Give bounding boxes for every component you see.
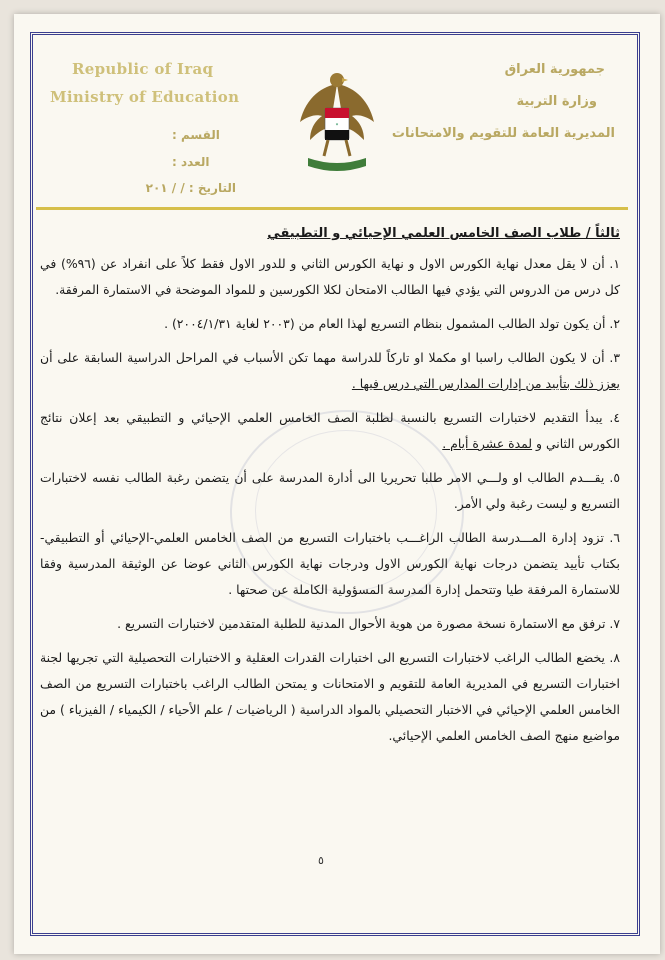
item-text: ٥. يقـــدم الطالب او ولـــي الامر طلبا تحريريا الى أدارة المدرسة على أن يتضمن رغبة الطالب نفسه لاختبارات التسريع و ليست رغبة ولي الأمر. xyxy=(40,470,620,511)
list-item xyxy=(40,525,620,603)
item-text: ٤. يبدأ التقديم لاختبارات التسريع بالنسبة لطلبة الصف الخامس العلمي الإحيائي و التطبيقي بعد إعلان نتائج الكورس الثاني و xyxy=(40,410,620,451)
item-text: ٣. أن لا يكون الطالب راسبا او مكملا او تاركاً للدراسة مهما تكن الأسباب في المراحل الدراسية السابقة على أن xyxy=(40,350,620,365)
item-underlined-text: لمدة عشرة أيام . xyxy=(442,436,533,451)
date-label: التاريخ : / / ٢٠١ xyxy=(145,181,236,195)
header-en-republic: Republic of Iraq xyxy=(72,60,214,78)
list-item xyxy=(40,405,620,457)
list-item xyxy=(40,345,620,397)
section-label: القسم : xyxy=(172,128,220,142)
list-item xyxy=(40,311,620,337)
iraq-eagle-emblem-icon xyxy=(294,66,380,178)
page-number: ٥ xyxy=(318,854,324,867)
item-underlined-text: يعزز ذلك بتأييد من إدارات المدارس التي درس فيها . xyxy=(351,376,620,391)
header-ar-ministry: وزارة التربية xyxy=(516,94,597,109)
list-item xyxy=(40,251,620,303)
item-text: ١. أن لا يقل معدل نهاية الكورس الاول و نهاية الكورس الثاني و للدور الاول فقط كلاً على انفراد عن (٩٦%) في كل درس من الدروس التي يؤدي فيها الطالب الامتحان لكلا الكورسين و للمواد الموضحة في الاستمارة المرفقة. xyxy=(40,256,620,297)
section-title: ثالثاً / طلاب الصف الخامس العلمي الإحيائي و التطبيقي xyxy=(267,226,620,241)
header-en-ministry: Ministry of Education xyxy=(50,88,240,106)
svg-text:*: * xyxy=(335,123,339,129)
number-label: العدد : xyxy=(172,155,210,169)
item-text: ٨. يخضع الطالب الراغب لاختبارات التسريع الى اختبارات القدرات العقلية و الاختبارات التحصيلية التي تجريها لجنة اختبارات التسريع في المديرية العامة للتقويم و الامتحانات و يمتحن الطالب الراغب باختبارات التسريع من الصف الخامس العلمي الإحيائي في الاختبار التحصيلي بالمواد الدراسية ( الرياضيات / علم الأحياء / الكيمياء / الفيزياء ) من مواضيع منهج الصف الخامس العلمي الإحيائي. xyxy=(40,650,620,743)
list-item xyxy=(40,611,620,637)
item-text: ٢. أن يكون تولد الطالب المشمول بنظام التسريع لهذا العام من (٢٠٠٣ لغاية ٢٠٠٤/١/٣١) . xyxy=(164,316,620,331)
item-text: ٦. تزود إدارة المـــدرسة الطالب الراغـــب باختبارات التسريع من الصف الخامس العلمي-الإحيائي أو التطبيقي-بكتاب تأييد يتضمن درجات نهاية الكورس الاول ودرجات نهاية الكورس الثاني عوضا عن الوثيقة المدرسية وفقا للاستمارة المرفقة طيا وتتحمل إدارة المدرسة المسؤولية الكاملة عن صحتها . xyxy=(40,530,620,597)
list-item xyxy=(40,465,620,517)
document-body xyxy=(40,222,620,757)
header-divider xyxy=(36,207,628,210)
item-text: ٧. ترفق مع الاستمارة نسخة مصورة من هوية الأحوال المدنية للطلبة المتقدمين لاختبارات التسريع . xyxy=(117,616,620,631)
header-ar-republic: جمهورية العراق xyxy=(504,62,605,77)
header-ar-directorate: المديرية العامة للتقويم والامتحانات xyxy=(391,126,615,141)
list-item xyxy=(40,645,620,749)
